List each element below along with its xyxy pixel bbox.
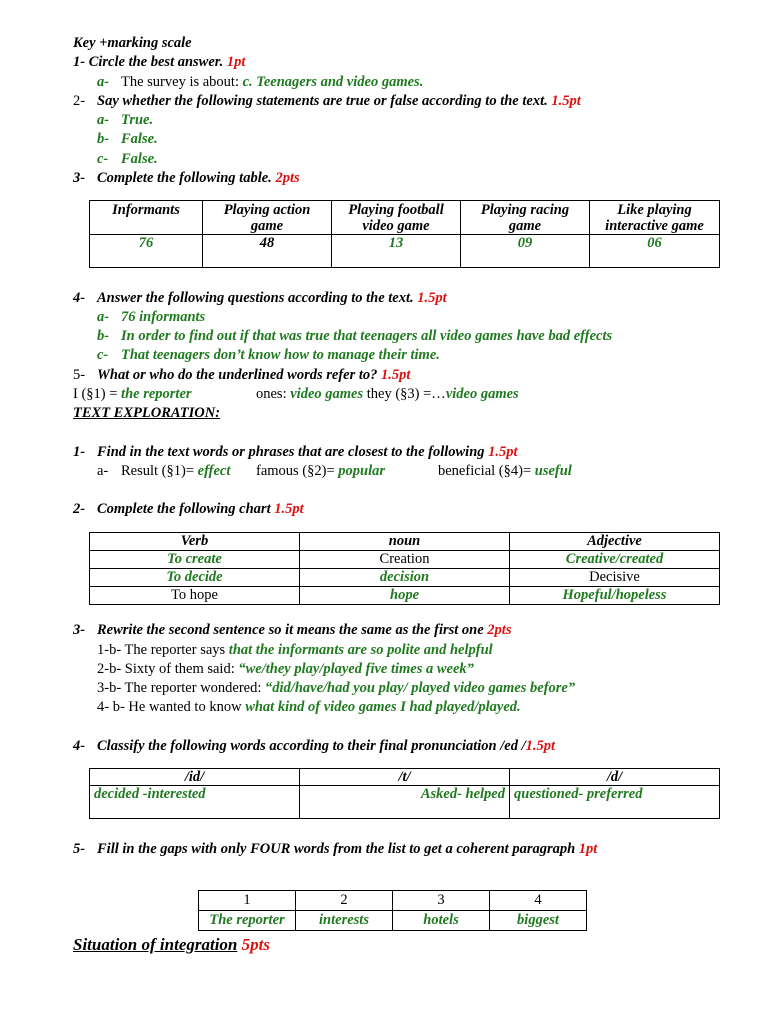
exploration-1-answers: beneficial (§4)= useful — [438, 463, 572, 479]
table-cell: questioned- preferred — [510, 786, 720, 819]
mark: 2pts — [487, 622, 512, 638]
mark: 1.5pt — [551, 93, 581, 109]
table-cell: Creative/created — [510, 551, 720, 569]
table-cell: 06 — [590, 235, 720, 268]
table-cell: Asked- helped — [300, 786, 510, 819]
table-header: /id/ — [90, 769, 300, 786]
table-cell: To decide — [90, 569, 300, 587]
mark: 2pts — [275, 170, 300, 186]
table-cell: hope — [300, 587, 510, 605]
table-header: Informants — [90, 201, 203, 235]
question-2: 2- Say whether the following statements are true or false according to the text. 1.5pt — [73, 93, 581, 109]
table-cell: decision — [300, 569, 510, 587]
question-4-item: b- In order to find out if that was true that teenagers all video games have bad effects — [97, 328, 613, 344]
exploration-1-answers: famous (§2)= popular — [256, 463, 386, 479]
mark: 1.5pt — [488, 444, 518, 460]
situation-heading: Situation of integration 5pts — [73, 935, 270, 954]
table-header: Playing racing game — [461, 201, 590, 235]
exploration-1: 1- Find in the text words or phrases that are closest to the following 1.5pt — [73, 444, 518, 460]
question-2-item: c- False. — [97, 151, 158, 167]
table-cell: 76 — [90, 235, 203, 268]
informants-table — [89, 200, 720, 268]
table-cell: To create — [90, 551, 300, 569]
exploration-3: 3- Rewrite the second sentence so it means the same as the first one 2pts — [73, 622, 512, 638]
table-header: 1 — [199, 891, 296, 911]
mark: 1.5pt — [274, 501, 304, 517]
table-header: Playing football video game — [332, 201, 461, 235]
word-chart-table — [89, 532, 720, 605]
table-cell: Decisive — [510, 569, 720, 587]
table-header: /d/ — [510, 769, 720, 786]
exploration-2: 2- Complete the following chart 1.5pt — [73, 501, 304, 517]
exploration-4: 4- Classify the following words according to their final pronunciation /ed /1.5pt — [73, 738, 556, 754]
table-cell: 09 — [461, 235, 590, 268]
question-4: 4- Answer the following questions according to the text. 1.5pt — [73, 290, 447, 306]
table-cell: decided -interested — [90, 786, 300, 819]
mark: 1.5pt — [525, 738, 556, 754]
gap-fill-table — [198, 890, 587, 931]
exploration-3-item: 1-b- The reporter says that the informants are so polite and helpful — [97, 642, 493, 658]
question-5-ref-2: ones: video games they (§3) =…video games — [256, 386, 519, 402]
table-header: Adjective — [510, 533, 720, 551]
question-5-ref-1: I (§1) = the reporter — [73, 386, 192, 402]
table-header: 3 — [393, 891, 490, 911]
table-header: 4 — [490, 891, 587, 911]
table-header: Verb — [90, 533, 300, 551]
exploration-1-answers: a- Result (§1)= effect — [97, 463, 231, 479]
table-cell: 13 — [332, 235, 461, 268]
table-header: 2 — [296, 891, 393, 911]
question-4-item: a- 76 informants — [97, 309, 206, 325]
mark: 1.5pt — [381, 367, 411, 383]
table-cell: 48 — [203, 235, 332, 268]
table-cell: biggest — [490, 911, 587, 931]
exploration-3-item: 3-b- The reporter wondered: “did/have/had you play/ played video games before” — [97, 680, 576, 696]
section-title: TEXT EXPLORATION: — [73, 405, 221, 421]
question-1-answer: a- The survey is about: c. Teenagers and video games. — [97, 74, 424, 90]
question-1: 1- Circle the best answer. 1pt — [73, 54, 246, 70]
table-header: Playing action game — [203, 201, 332, 235]
table-header: noun — [300, 533, 510, 551]
table-cell: Creation — [300, 551, 510, 569]
question-5: 5- What or who do the underlined words refer to? 1.5pt — [73, 367, 411, 383]
mark: 1.5pt — [417, 290, 447, 306]
question-2-item: a- True. — [97, 112, 154, 128]
question-2-item: b- False. — [97, 131, 158, 147]
table-cell: Hopeful/hopeless — [510, 587, 720, 605]
mark: 1pt — [226, 54, 246, 70]
table-header: /t/ — [300, 769, 510, 786]
page-header: Key +marking scale — [73, 35, 192, 51]
table-header: Like playing interactive game — [590, 201, 720, 235]
table-cell: To hope — [90, 587, 300, 605]
table-cell: The reporter — [199, 911, 296, 931]
exploration-3-item: 4- b- He wanted to know what kind of video games I had played/played. — [97, 699, 521, 715]
mark: 5pts — [241, 935, 270, 954]
exploration-5: 5- Fill in the gaps with only FOUR words from the list to get a coherent paragraph 1pt — [73, 841, 598, 857]
question-4-item: c- That teenagers don’t know how to manage their time. — [97, 347, 440, 363]
pronunciation-table — [89, 768, 720, 819]
exploration-3-item: 2-b- Sixty of them said: “we/they play/played five times a week” — [97, 661, 474, 677]
table-cell: interests — [296, 911, 393, 931]
question-3: 3- Complete the following table. 2pts — [73, 170, 300, 186]
table-cell: hotels — [393, 911, 490, 931]
mark: 1pt — [578, 841, 598, 857]
